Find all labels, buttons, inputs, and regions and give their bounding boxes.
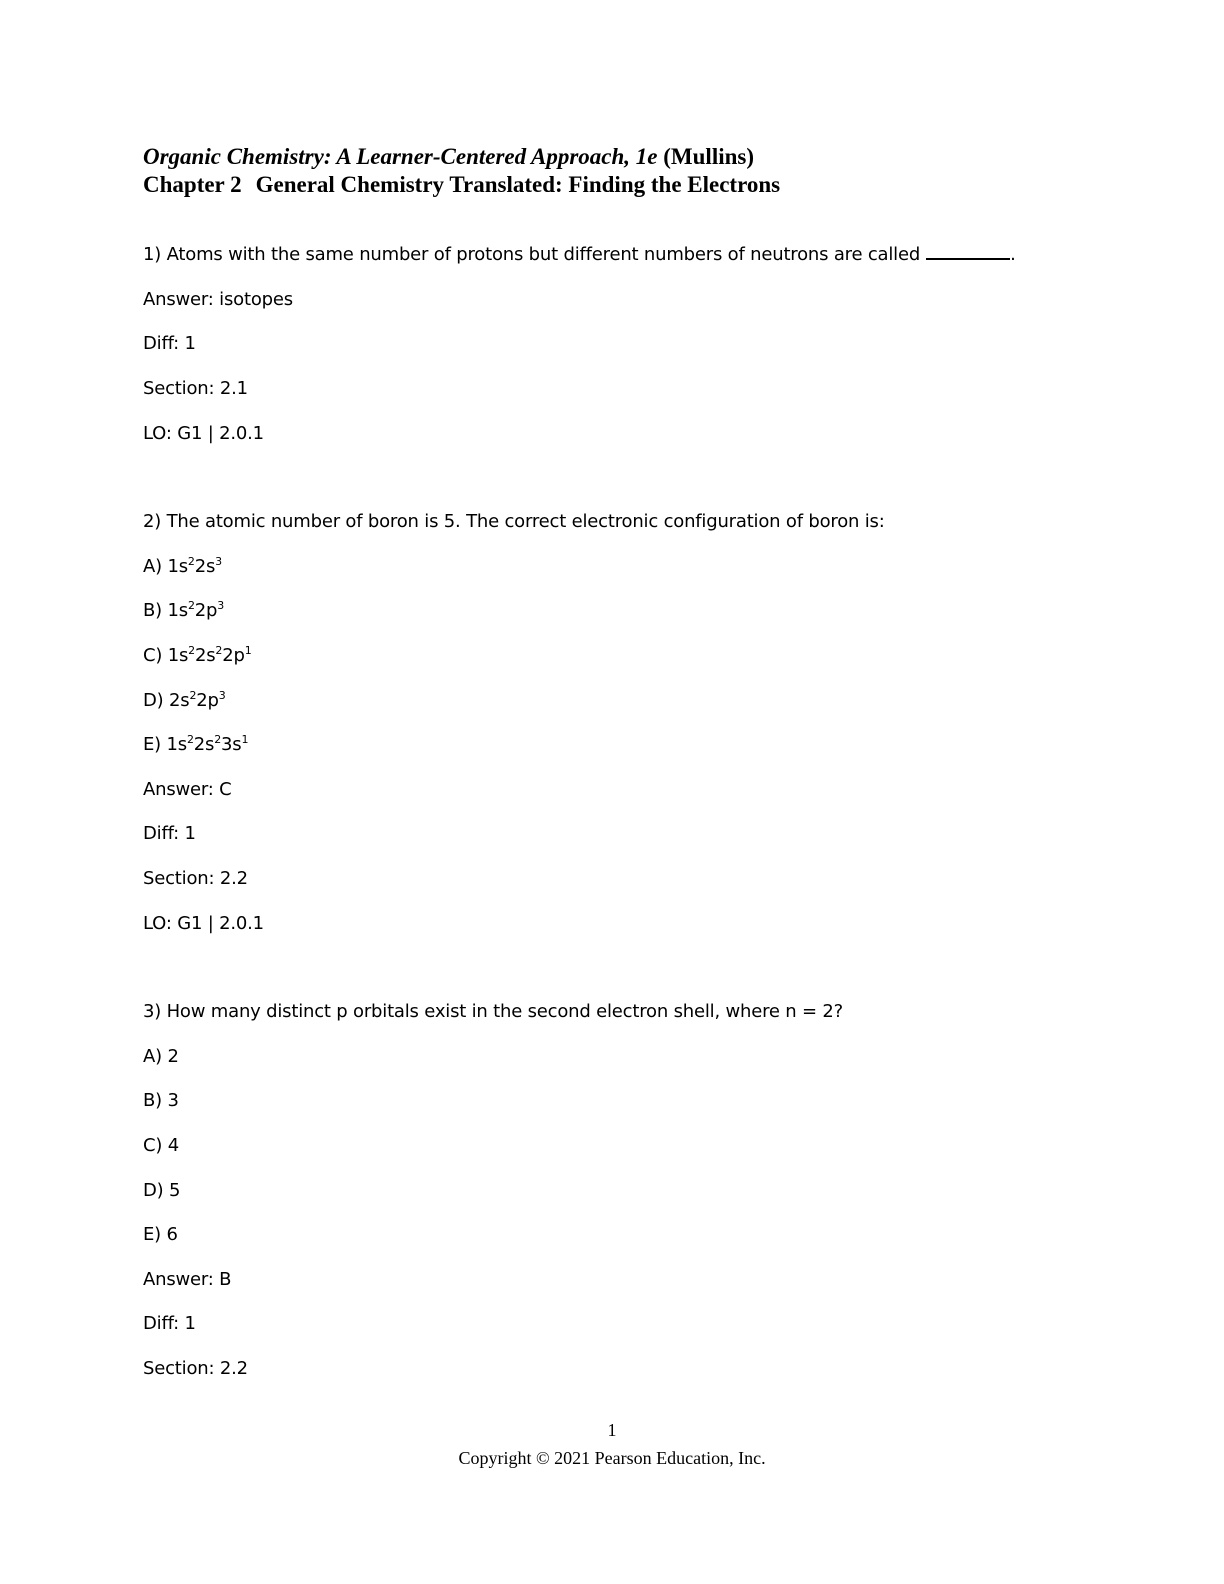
q1-prompt [143,244,1016,266]
q2-option-b-label: B) 1s [143,600,188,621]
q2-option-c-text1: 2s [194,645,216,666]
q1-prompt-end: . [1010,244,1016,265]
q2-option-d [143,690,226,712]
chapter-title: General Chemistry Translated: Finding the Electrons [255,172,781,197]
q3-diff: Diff: 1 [143,1313,196,1334]
q2-option-a-label: A) 1s [143,556,188,577]
q2-option-e-text1: 2s [193,734,215,755]
q2-option-e-sup1: 2 [186,733,194,746]
q2-answer: Answer: C [143,779,232,800]
q2-diff: Diff: 1 [143,823,196,844]
q3-prompt: 3) How many distinct p orbitals exist in the second electron shell, where n = 2? [143,1001,844,1022]
q3-answer: Answer: B [143,1269,232,1290]
q2-option-d-text1: 2p [196,690,219,711]
q2-option-e-sup3: 1 [241,733,249,746]
book-title: Organic Chemistry: A Learner-Centered Approach, 1e [143,144,658,169]
q1-answer: Answer: isotopes [143,289,293,310]
q3-option-e: E) 6 [143,1224,178,1245]
q2-option-b [143,600,224,622]
q2-prompt: 2) The atomic number of boron is 5. The correct electronic configuration of boron is: [143,511,885,532]
q1-section: Section: 2.1 [143,378,248,399]
q2-option-c-sup3: 1 [244,644,252,657]
q1-diff: Diff: 1 [143,333,196,354]
q2-option-e-label: E) 1s [143,734,187,755]
q2-lo: LO: G1 | 2.0.1 [143,913,264,934]
chapter-number: Chapter 2 [143,172,242,197]
q2-option-d-sup2: 3 [218,689,226,702]
q2-option-a-sup2: 3 [215,555,222,568]
q3-option-c: C) 4 [143,1135,179,1156]
q2-option-d-label: D) 2s [143,690,190,711]
q3-section: Section: 2.2 [143,1358,248,1379]
q1-lo: LO: G1 | 2.0.1 [143,423,264,444]
q2-option-e [143,734,248,756]
q2-option-d-sup1: 2 [189,689,197,702]
q3-option-d: D) 5 [143,1180,181,1201]
q2-option-a-sup1: 2 [187,555,195,568]
q2-option-c-sup2: 2 [215,644,223,657]
q2-option-b-sup2: 3 [217,599,225,612]
chapter-title-line [143,171,780,199]
q2-option-c [143,645,252,667]
q2-option-b-sup1: 2 [187,599,195,612]
q3-option-b: B) 3 [143,1090,179,1111]
book-author: (Mullins) [663,144,754,169]
q2-option-e-text2: 3s [221,734,242,755]
q2-option-a-text1: 2s [194,556,216,577]
page-number: 1 [607,1420,617,1440]
copyright-notice: Copyright © 2021 Pearson Education, Inc. [458,1448,766,1468]
q2-section: Section: 2.2 [143,868,248,889]
title-block [143,143,780,199]
q2-option-c-sup1: 2 [188,644,195,657]
book-title-line [143,143,780,171]
q1-prompt-text: 1) Atoms with the same number of protons but different numbers of neutrons are called [143,244,921,265]
q2-option-a [143,556,222,578]
q3-option-a: A) 2 [143,1046,179,1067]
q2-option-b-text1: 2p [194,600,218,621]
q1-answer-blank [926,244,1010,260]
q2-option-e-sup2: 2 [214,733,222,746]
q2-option-c-text2: 2p [222,645,245,666]
q2-option-c-label: C) 1s [143,645,189,666]
